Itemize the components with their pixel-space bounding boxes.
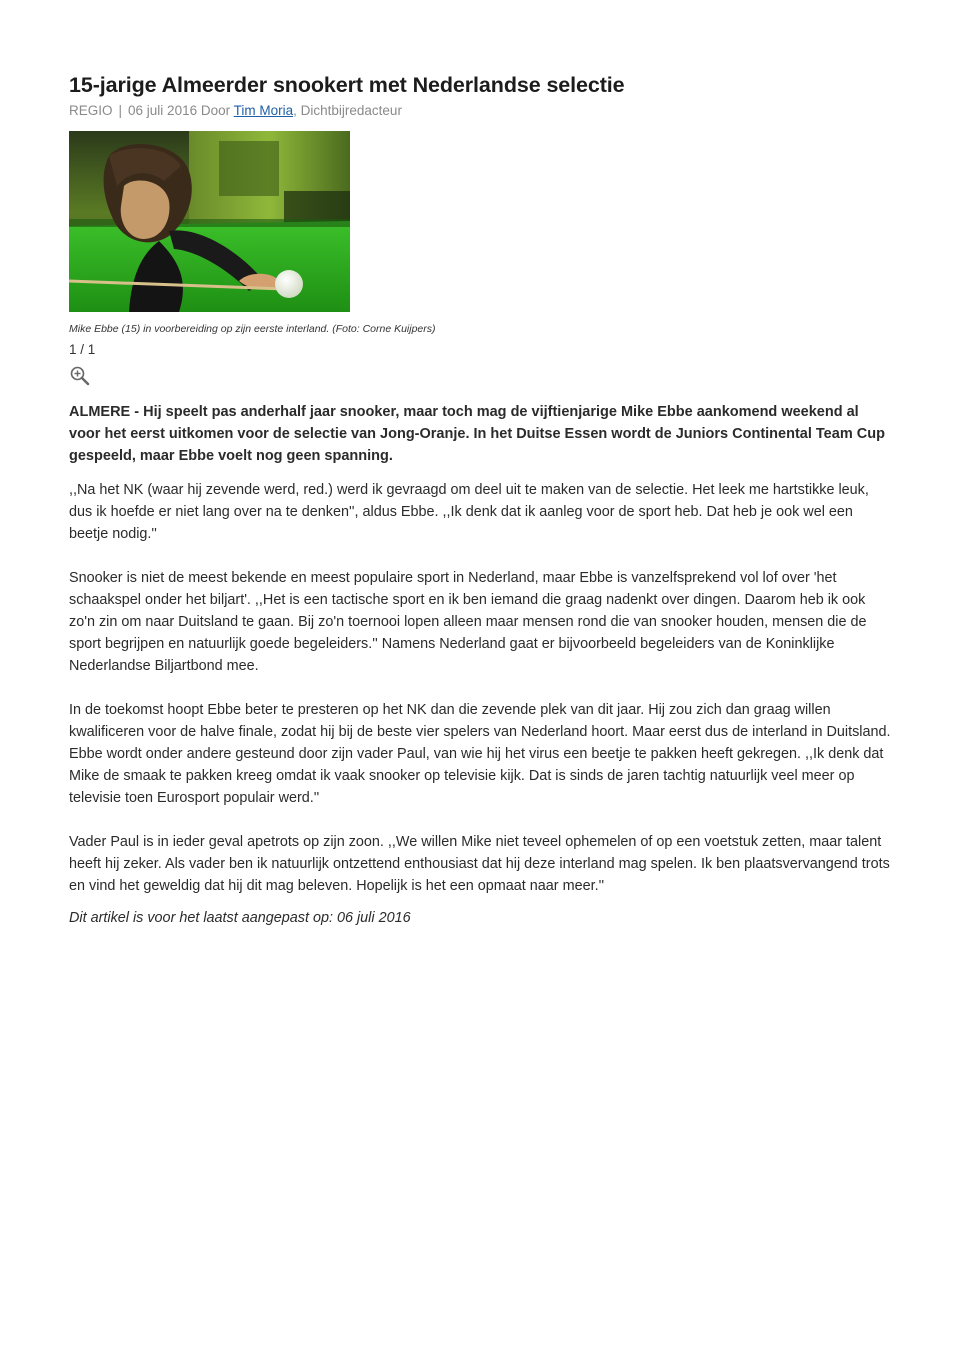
article-body xyxy=(69,479,893,897)
zoom-in-icon[interactable] xyxy=(69,365,91,387)
article-photo[interactable] xyxy=(69,131,350,312)
body-paragraph: Snooker is niet de meest bekende en meest populaire sport in Nederland, maar Ebbe is vanzelfsprekend vol lof over 'het schaakspel onder het biljart'. ,,Het is een tactische sport en ik ben iemand die graag nadenkt over dingen. Daarom heb ik ook zo'n zin om naar Duitsland te gaan. Bij zo'n toernooi lopen alleen maar mensen rond die van snooker houden, mensen die de sport begrijpen en natuurlijk goede begeleiders.'' Namens Nederland gaat er bijvoorbeeld begeleiders van de Koninklijke Nederlandse Biljartbond mee. xyxy=(69,570,867,674)
body-paragraph: Vader Paul is in ieder geval apetrots op zijn zoon. ,,We willen Mike niet teveel ophemelen of op een voetstuk zetten, maar talent heeft hij zeker. Als vader ben ik natuurlijk ontzettend enthousiast dat hij deze interland mag spelen. Ik ben plaatsvervangend trots en vind het geweldig dat hij dit mag beleven. Hopelijk is het een opmaat naar meer.'' xyxy=(69,834,890,894)
body-paragraph: In de toekomst hoopt Ebbe beter te presteren op het NK dan die zevende plek van dit jaar. Hij zou zich dan graag willen kwalificeren voor de halve finale, zodat hij bij de beste vier spelers van Nederland hoort. Maar eerst dus de interland in Duitsland. Ebbe wordt onder andere gesteund door zijn vader Paul, van wie hij het virus een beetje te pakken heeft gekregen. ,,Ik denk dat Mike de smaak te pakken kreeg omdat ik vaak snooker op televisie kijk. Dat is sinds de jaren tachtig natuurlijk veel meer op televisie toen Eurosport populair werd.'' xyxy=(69,702,891,806)
author-role: , Dichtbijredacteur xyxy=(293,103,402,118)
body-paragraph: ,,Na het NK (waar hij zevende werd, red.) werd ik gevraagd om deel uit te maken van de selectie. Het leek me hartstikke leuk, dus ik hoefde er niet lang over na te denken'', aldus Ebbe. ,,Ik denk dat ik aanleg voor de sport heb. Dat heb je ook wel een beetje nodig.'' xyxy=(69,482,869,542)
article xyxy=(69,70,893,929)
article-meta xyxy=(69,101,893,121)
section-label: REGIO xyxy=(69,103,113,118)
publish-date: 06 juli 2016 xyxy=(128,103,198,118)
author-link[interactable]: Tim Moria xyxy=(233,103,294,118)
meta-separator: | xyxy=(118,103,123,118)
snooker-player-photo xyxy=(69,131,350,312)
article-lead: ALMERE - Hij speelt pas anderhalf jaar snooker, maar toch mag de vijftienjarige Mike Ebbe aankomend weekend al voor het eerst uitkomen voor de selectie van Jong-Oranje. In het Duitse Essen wordt de Juniors Continental Team Cup gespeeld, maar Ebbe voelt nog geen spanning. xyxy=(69,404,885,464)
photo-caption: Mike Ebbe (15) in voorbereiding op zijn eerste interland. (Foto: Corne Kuijpers) xyxy=(69,323,436,335)
article-title: 15-jarige Almeerder snookert met Nederlandse selectie xyxy=(69,73,625,97)
last-modified-note: Dit artikel is voor het laatst aangepast op: 06 juli 2016 xyxy=(69,910,411,926)
photo-counter: 1 / 1 xyxy=(69,342,96,357)
byline-prefix: Door xyxy=(200,103,231,118)
